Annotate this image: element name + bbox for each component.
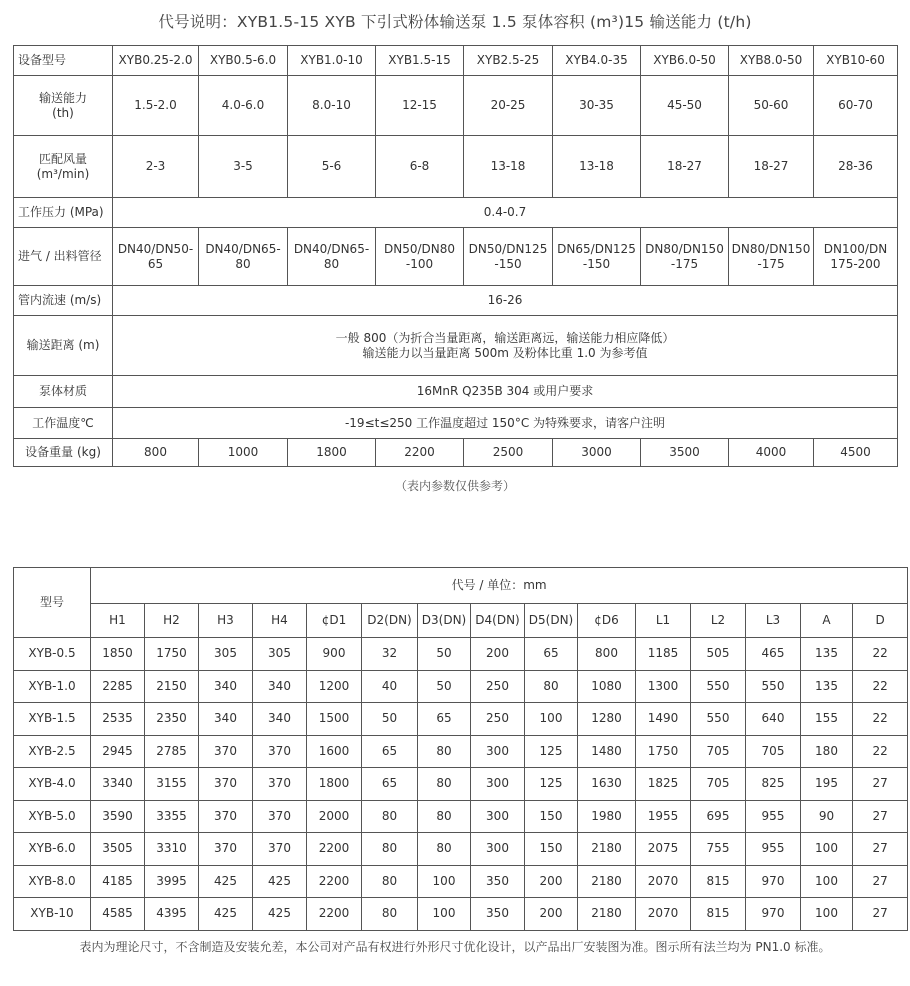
- table-cell: 150: [525, 833, 578, 866]
- table-cell: 40: [362, 670, 418, 703]
- table-cell: 350: [471, 865, 525, 898]
- table-cell: 2945: [91, 735, 145, 768]
- pipe-cell: DN100/DN 175-200: [814, 228, 898, 286]
- table-cell: 80: [418, 768, 471, 801]
- column-header: ¢D6: [578, 604, 636, 638]
- column-header: D3(DN): [418, 604, 471, 638]
- air-cell: 18-27: [729, 136, 814, 198]
- table-cell: 705: [691, 735, 746, 768]
- air-cell: 5-6: [288, 136, 376, 198]
- table-cell: 80: [418, 833, 471, 866]
- pressure-value: 0.4-0.7: [113, 198, 898, 228]
- table-cell: 65: [362, 735, 418, 768]
- row-velocity: [14, 286, 898, 316]
- table-cell: 135: [801, 638, 853, 671]
- table-row: [14, 865, 908, 898]
- row-model-cell: XYB-6.0: [14, 833, 91, 866]
- weight-label: 设备重量 (kg): [14, 439, 113, 467]
- table-cell: 50: [418, 638, 471, 671]
- model-cell: XYB0.5-6.0: [199, 46, 288, 76]
- velocity-label: 管内流速 (m/s): [14, 286, 113, 316]
- table-cell: 1185: [636, 638, 691, 671]
- column-header: D4(DN): [471, 604, 525, 638]
- table-cell: 695: [691, 800, 746, 833]
- table-cell: 195: [801, 768, 853, 801]
- material-label: 泵体材质: [14, 376, 113, 408]
- capacity-cell: 12-15: [376, 76, 464, 136]
- table-row: [14, 833, 908, 866]
- column-header: L2: [691, 604, 746, 638]
- table-cell: 1750: [145, 638, 199, 671]
- table-cell: 4395: [145, 898, 199, 931]
- table-cell: 2000: [307, 800, 362, 833]
- column-header: H3: [199, 604, 253, 638]
- table-cell: 755: [691, 833, 746, 866]
- table-cell: 550: [691, 670, 746, 703]
- table-row: [14, 638, 908, 671]
- capacity-cell: 60-70: [814, 76, 898, 136]
- table-cell: 370: [253, 768, 307, 801]
- table-cell: 1750: [636, 735, 691, 768]
- table-cell: 425: [199, 898, 253, 931]
- air-label: 匹配风量 (m³/min): [14, 136, 113, 198]
- capacity-label: 输送能力 (th): [14, 76, 113, 136]
- table-cell: 300: [471, 768, 525, 801]
- column-header: D2(DN): [362, 604, 418, 638]
- air-cell: 13-18: [464, 136, 553, 198]
- row-model-cell: XYB-8.0: [14, 865, 91, 898]
- dim-model-header: 型号: [14, 568, 91, 638]
- dim-body: [14, 638, 908, 931]
- dim-group-header: 代号 / 单位：mm: [91, 568, 908, 604]
- column-header: L3: [746, 604, 801, 638]
- table-cell: 32: [362, 638, 418, 671]
- weight-cell: 1000: [199, 439, 288, 467]
- distance-value: 一般 800（为折合当量距离，输送距离远，输送能力相应降低） 输送能力以当量距离 500m 及粉体比重 1.0 为参考值: [113, 316, 898, 376]
- dim-header-row-1: [14, 568, 908, 604]
- table-cell: 65: [418, 703, 471, 736]
- table-cell: 2150: [145, 670, 199, 703]
- footer-note: 表内为理论尺寸，不含制造及安装允差，本公司对产品有权进行外形尺寸优化设计，以产品出厂安装图为准。图示所有法兰均为 PN1.0 标准。: [79, 940, 831, 954]
- table-row: [14, 670, 908, 703]
- dimension-table: [13, 567, 908, 931]
- table-cell: 80: [418, 735, 471, 768]
- capacity-cell: 20-25: [464, 76, 553, 136]
- table-cell: 1300: [636, 670, 691, 703]
- weight-cell: 3500: [641, 439, 729, 467]
- table-cell: 900: [307, 638, 362, 671]
- table-cell: 200: [525, 898, 578, 931]
- table-cell: 90: [801, 800, 853, 833]
- temp-label: 工作温度℃: [14, 408, 113, 439]
- table-cell: 100: [801, 898, 853, 931]
- table-cell: 22: [853, 735, 908, 768]
- table-cell: 465: [746, 638, 801, 671]
- table-cell: 1850: [91, 638, 145, 671]
- pipe-cell: DN65/DN125 -150: [553, 228, 641, 286]
- row-model-cell: XYB-4.0: [14, 768, 91, 801]
- spec-table: [13, 45, 898, 467]
- capacity-cell: 1.5-2.0: [113, 76, 199, 136]
- model-cell: XYB1.0-10: [288, 46, 376, 76]
- table-cell: 3590: [91, 800, 145, 833]
- table-cell: 22: [853, 703, 908, 736]
- model-cell: XYB1.5-15: [376, 46, 464, 76]
- capacity-cell: 30-35: [553, 76, 641, 136]
- row-model-cell: XYB-0.5: [14, 638, 91, 671]
- table-cell: 370: [253, 833, 307, 866]
- pipe-cell: DN80/DN150 -175: [641, 228, 729, 286]
- pipe-cell: DN50/DN80 -100: [376, 228, 464, 286]
- column-header: D5(DN): [525, 604, 578, 638]
- table-cell: 80: [362, 898, 418, 931]
- table-cell: 640: [746, 703, 801, 736]
- pipe-cell: DN40/DN65-80: [288, 228, 376, 286]
- table-cell: 3155: [145, 768, 199, 801]
- reference-note: （表内参数仅供参考）: [394, 479, 515, 493]
- table-cell: 27: [853, 865, 908, 898]
- table-cell: 955: [746, 800, 801, 833]
- model-cell: XYB10-60: [814, 46, 898, 76]
- table-cell: 425: [253, 898, 307, 931]
- table-cell: 1630: [578, 768, 636, 801]
- table-cell: 370: [253, 800, 307, 833]
- column-header: H4: [253, 604, 307, 638]
- table-cell: 3505: [91, 833, 145, 866]
- table-cell: 50: [362, 703, 418, 736]
- table-cell: 2200: [307, 898, 362, 931]
- table-row: [14, 735, 908, 768]
- table-cell: 550: [691, 703, 746, 736]
- table-cell: 2180: [578, 833, 636, 866]
- row-model-cell: XYB-10: [14, 898, 91, 931]
- table-cell: 1500: [307, 703, 362, 736]
- row-pipe: [14, 228, 898, 286]
- row-model-cell: XYB-2.5: [14, 735, 91, 768]
- table-cell: 705: [691, 768, 746, 801]
- table-cell: 2200: [307, 833, 362, 866]
- weight-cell: 4000: [729, 439, 814, 467]
- table-cell: 2535: [91, 703, 145, 736]
- table-cell: 2070: [636, 865, 691, 898]
- table-cell: 1490: [636, 703, 691, 736]
- capacity-cell: 4.0-6.0: [199, 76, 288, 136]
- row-model-cell: XYB-1.5: [14, 703, 91, 736]
- table-cell: 80: [418, 800, 471, 833]
- table-cell: 150: [525, 800, 578, 833]
- table-cell: 815: [691, 898, 746, 931]
- table-cell: 425: [199, 865, 253, 898]
- capacity-cell: 50-60: [729, 76, 814, 136]
- table-cell: 350: [471, 898, 525, 931]
- table-cell: 2200: [307, 865, 362, 898]
- pipe-cell: DN40/DN50-65: [113, 228, 199, 286]
- table-cell: 340: [199, 670, 253, 703]
- table-cell: 22: [853, 670, 908, 703]
- capacity-cell: 8.0-10: [288, 76, 376, 136]
- table-cell: 1480: [578, 735, 636, 768]
- table-cell: 65: [525, 638, 578, 671]
- table-cell: 340: [253, 670, 307, 703]
- air-cell: 3-5: [199, 136, 288, 198]
- table-cell: 250: [471, 670, 525, 703]
- table-cell: 200: [525, 865, 578, 898]
- table-cell: 3340: [91, 768, 145, 801]
- air-cell: 13-18: [553, 136, 641, 198]
- table-cell: 2285: [91, 670, 145, 703]
- table-cell: 1280: [578, 703, 636, 736]
- table-cell: 340: [253, 703, 307, 736]
- table-cell: 3310: [145, 833, 199, 866]
- table-cell: 27: [853, 898, 908, 931]
- temp-value: -19≤t≤250 工作温度超过 150°C 为特殊要求，请客户注明: [113, 408, 898, 439]
- row-distance: [14, 316, 898, 376]
- table-cell: 250: [471, 703, 525, 736]
- table-cell: 970: [746, 865, 801, 898]
- table-cell: 300: [471, 833, 525, 866]
- table-cell: 1200: [307, 670, 362, 703]
- table-cell: 3995: [145, 865, 199, 898]
- table-cell: 125: [525, 768, 578, 801]
- weight-cell: 2200: [376, 439, 464, 467]
- row-temp: [14, 408, 898, 439]
- table-cell: 425: [253, 865, 307, 898]
- table-cell: 100: [418, 865, 471, 898]
- model-label: 设备型号: [14, 46, 113, 76]
- table-cell: 705: [746, 735, 801, 768]
- table-cell: 3355: [145, 800, 199, 833]
- row-capacity: [14, 76, 898, 136]
- row-model-cell: XYB-1.0: [14, 670, 91, 703]
- table-cell: 550: [746, 670, 801, 703]
- row-model: [14, 46, 898, 76]
- pipe-label: 进气 / 出料管径: [14, 228, 113, 286]
- table-cell: 1600: [307, 735, 362, 768]
- pressure-label: 工作压力 (MPa): [14, 198, 113, 228]
- dim-header-row-2: [14, 604, 908, 638]
- table-cell: 4185: [91, 865, 145, 898]
- air-cell: 6-8: [376, 136, 464, 198]
- table-row: [14, 703, 908, 736]
- column-header: A: [801, 604, 853, 638]
- table-cell: 1800: [307, 768, 362, 801]
- table-cell: 100: [801, 865, 853, 898]
- table-cell: 370: [199, 768, 253, 801]
- table-row: [14, 800, 908, 833]
- distance-label: 输送距离 (m): [14, 316, 113, 376]
- table-cell: 200: [471, 638, 525, 671]
- table-cell: 27: [853, 800, 908, 833]
- table-cell: 340: [199, 703, 253, 736]
- air-cell: 2-3: [113, 136, 199, 198]
- table-cell: 1080: [578, 670, 636, 703]
- table-cell: 100: [525, 703, 578, 736]
- table-cell: 955: [746, 833, 801, 866]
- weight-cell: 800: [113, 439, 199, 467]
- table-cell: 22: [853, 638, 908, 671]
- table-cell: 65: [362, 768, 418, 801]
- row-model-cell: XYB-5.0: [14, 800, 91, 833]
- table-cell: 825: [746, 768, 801, 801]
- table-cell: 2180: [578, 898, 636, 931]
- table-cell: 305: [199, 638, 253, 671]
- table-cell: 1980: [578, 800, 636, 833]
- table-cell: 155: [801, 703, 853, 736]
- table-row: [14, 768, 908, 801]
- table-cell: 125: [525, 735, 578, 768]
- table-cell: 1955: [636, 800, 691, 833]
- table-cell: 1825: [636, 768, 691, 801]
- column-header: ¢D1: [307, 604, 362, 638]
- row-material: [14, 376, 898, 408]
- column-header: D: [853, 604, 908, 638]
- table-cell: 370: [253, 735, 307, 768]
- table-cell: 800: [578, 638, 636, 671]
- air-cell: 28-36: [814, 136, 898, 198]
- table-cell: 27: [853, 768, 908, 801]
- table-cell: 2075: [636, 833, 691, 866]
- table-cell: 4585: [91, 898, 145, 931]
- table-cell: 2180: [578, 865, 636, 898]
- table-cell: 180: [801, 735, 853, 768]
- column-header: H2: [145, 604, 199, 638]
- table-cell: 80: [362, 800, 418, 833]
- model-cell: XYB8.0-50: [729, 46, 814, 76]
- table-cell: 370: [199, 735, 253, 768]
- table-cell: 100: [418, 898, 471, 931]
- velocity-value: 16-26: [113, 286, 898, 316]
- column-header: H1: [91, 604, 145, 638]
- pipe-cell: DN50/DN125 -150: [464, 228, 553, 286]
- row-pressure: [14, 198, 898, 228]
- table-cell: 2350: [145, 703, 199, 736]
- air-cell: 18-27: [641, 136, 729, 198]
- pipe-cell: DN80/DN150 -175: [729, 228, 814, 286]
- table-cell: 370: [199, 800, 253, 833]
- table-cell: 2785: [145, 735, 199, 768]
- row-weight: [14, 439, 898, 467]
- table-cell: 100: [801, 833, 853, 866]
- table-cell: 80: [525, 670, 578, 703]
- table-cell: 135: [801, 670, 853, 703]
- table-row: [14, 898, 908, 931]
- table-cell: 370: [199, 833, 253, 866]
- weight-cell: 3000: [553, 439, 641, 467]
- table-cell: 27: [853, 833, 908, 866]
- weight-cell: 4500: [814, 439, 898, 467]
- pipe-cell: DN40/DN65-80: [199, 228, 288, 286]
- table-cell: 505: [691, 638, 746, 671]
- table-cell: 305: [253, 638, 307, 671]
- model-cell: XYB4.0-35: [553, 46, 641, 76]
- model-cell: XYB0.25-2.0: [113, 46, 199, 76]
- weight-cell: 2500: [464, 439, 553, 467]
- table-cell: 300: [471, 735, 525, 768]
- model-cell: XYB2.5-25: [464, 46, 553, 76]
- material-value: 16MnR Q235B 304 或用户要求: [113, 376, 898, 408]
- table-cell: 815: [691, 865, 746, 898]
- table-cell: 80: [362, 865, 418, 898]
- table-cell: 2070: [636, 898, 691, 931]
- table-cell: 80: [362, 833, 418, 866]
- row-air: [14, 136, 898, 198]
- table-cell: 970: [746, 898, 801, 931]
- table-cell: 300: [471, 800, 525, 833]
- column-header: L1: [636, 604, 691, 638]
- model-cell: XYB6.0-50: [641, 46, 729, 76]
- weight-cell: 1800: [288, 439, 376, 467]
- table-cell: 50: [418, 670, 471, 703]
- page-title: 代号说明：XYB1.5-15 XYB 下引式粉体输送泵 1.5 泵体容积 (m³)15 输送能力 (t/h): [158, 13, 752, 31]
- capacity-cell: 45-50: [641, 76, 729, 136]
